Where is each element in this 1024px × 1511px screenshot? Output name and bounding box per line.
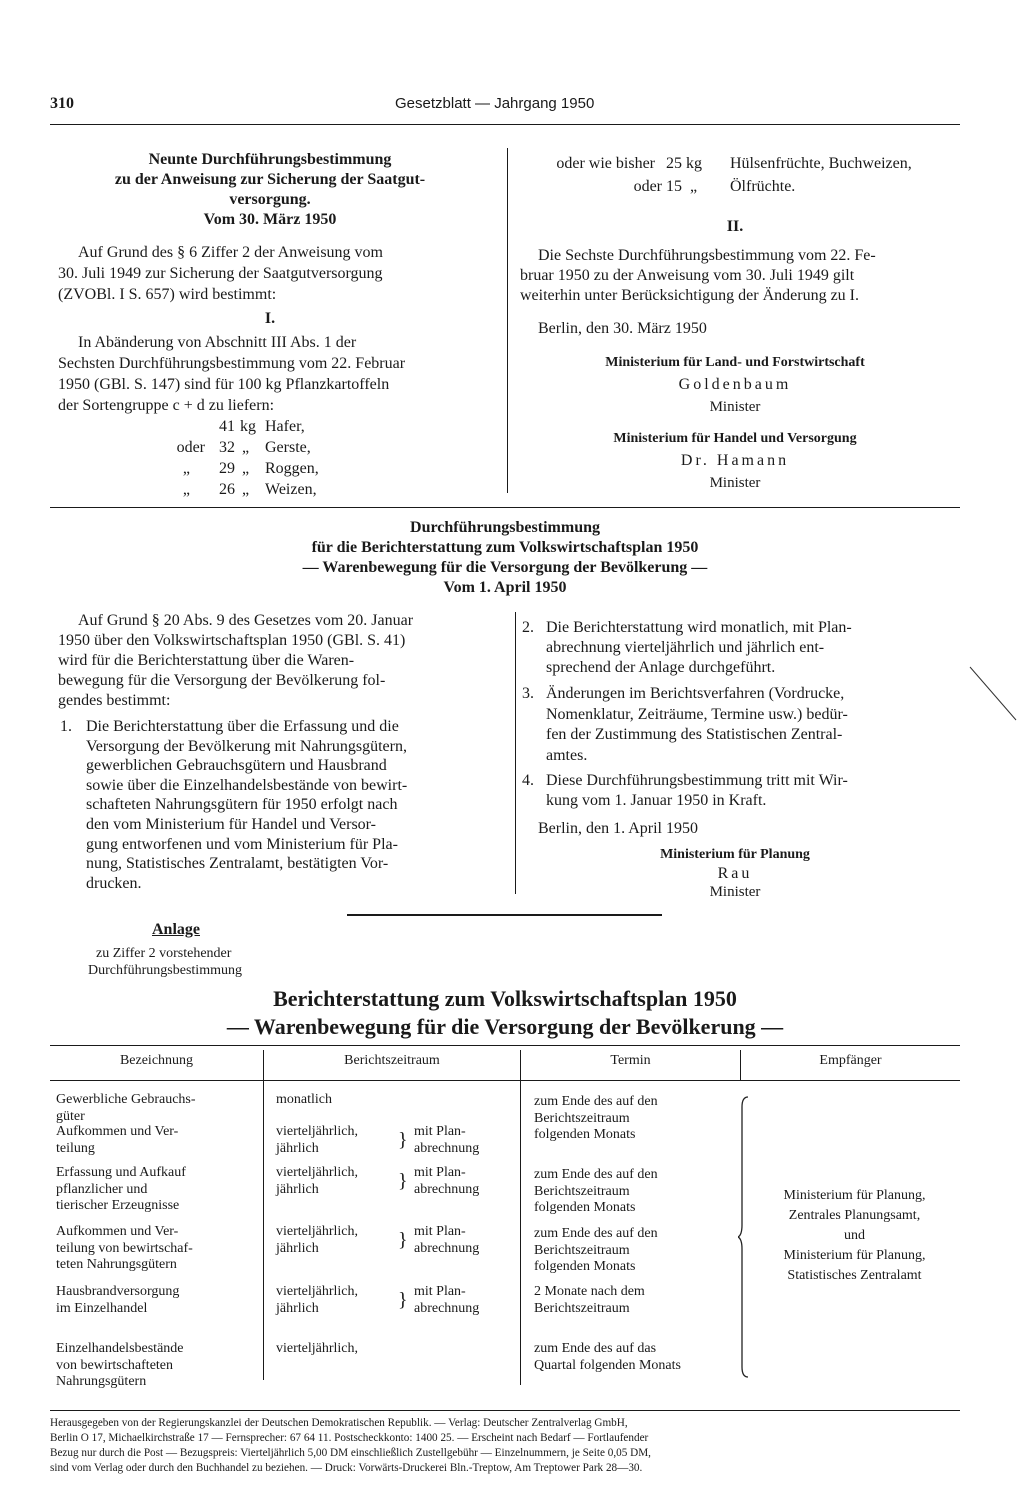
doc1-intro-line: 30. Juli 1949 zur Sicherung der Saatgutversorgung: [58, 265, 383, 282]
table-cell-line: folgenden Monats: [534, 1259, 636, 1274]
header-rule: [50, 124, 960, 125]
table-cell-line: von bewirtschafteten: [56, 1357, 174, 1373]
paragraph-line: kung vom 1. Januar 1950 in Kraft.: [546, 792, 767, 809]
anlage-ref-line: Durchführungsbestimmung: [88, 963, 242, 978]
recipient-line: Ministerium für Planung,: [783, 1188, 926, 1203]
doc2-ministry: Ministerium für Planung: [660, 847, 810, 862]
table-row-bracket-note: [398, 1224, 479, 1257]
table-cell-line: Gewerbliche Gebrauchs-: [56, 1092, 196, 1107]
doc2-paragraph-4: [522, 771, 962, 811]
paragraph-line: Die Berichterstattung wird monatlich, mit Plan-: [546, 619, 852, 636]
doc2-intro: [58, 611, 498, 711]
recipient-line: Zentrales Planungsamt,: [788, 1208, 921, 1223]
margin-stray-mark: [968, 665, 1022, 725]
table-header-cell: Bezeichnung: [119, 1053, 194, 1068]
item-qty: 25: [666, 155, 682, 172]
doc2-intro-line: Auf Grund § 20 Abs. 9 des Gesetzes vom 20. Januar: [78, 612, 414, 629]
doc1-signatures: [515, 352, 955, 494]
table-cell-line: jährlich: [276, 1240, 319, 1256]
table-cell-line: Aufkommen und Ver-: [56, 1124, 179, 1139]
table-cell-line: tierischer Erzeugnisse: [56, 1198, 180, 1213]
anlage-title: [50, 985, 960, 1041]
bracket-line: abrechnung: [414, 1140, 480, 1156]
item-qty: 41: [219, 418, 235, 435]
doc2-paragraph-1: [60, 717, 500, 893]
doc1-section-1-text: [58, 332, 498, 416]
bracket-line: abrechnung: [414, 1300, 480, 1316]
table-header-cell: Termin: [610, 1053, 651, 1068]
table-row-period: [276, 1092, 332, 1109]
table-cell-line: Erfassung und Aufkauf: [56, 1165, 186, 1180]
table-row-period: [276, 1224, 358, 1257]
table-cell-line: vierteljährlich,: [276, 1124, 359, 1139]
doc1-ministry-1: Ministerium für Land- und Forstwirtschaft: [605, 355, 865, 370]
paragraph-line: schafteten Nahrungsgütern für 1950 erfolgt nach: [86, 796, 398, 814]
doc1-section-2-line: weiterhin unter Berücksichtigung der Änderung zu I.: [520, 287, 860, 304]
doc1-section-2-line: bruar 1950 zu der Anweisung vom 30. Juli 1949 gilt: [520, 267, 855, 284]
table-row-bracket-note: [398, 1124, 479, 1157]
doc2-intro-line: bewegung für die Versorgung der Bevölkerung fol-: [58, 672, 386, 689]
table-row-term: [534, 1284, 645, 1317]
doc1-section-2: II.: [726, 218, 744, 235]
table-cell-line: monatlich: [276, 1092, 332, 1107]
doc2-date: Vom 1. April 1950: [443, 579, 567, 596]
paragraph-line: Die Berichterstattung über die Erfassung und die: [86, 718, 399, 735]
table-cell-line: teten Nahrungsgütern: [56, 1257, 177, 1272]
doc1-title-line: Neunte Durchführungsbestimmung: [148, 151, 392, 168]
paragraph-line: sowie über die Einzelhandelsbestände von bewirt-: [86, 776, 408, 794]
bracket-line: abrechnung: [414, 1240, 480, 1256]
doc1-section-1-line: 1950 (GBl. S. 147) sind für 100 kg Pflanzkartoffeln: [58, 376, 390, 393]
item-prefix: „: [182, 460, 190, 477]
item-unit: „: [690, 178, 698, 195]
recipient-line: Ministerium für Planung,: [783, 1248, 926, 1263]
table-row-term: [534, 1226, 658, 1276]
table-row-period: [276, 1165, 358, 1198]
item-unit: kg: [240, 418, 256, 435]
item-name: Hülsenfrüchte, Buchweizen,: [730, 155, 912, 172]
table-row-term: [534, 1167, 658, 1217]
item-unit: „: [242, 481, 250, 498]
item-prefix: oder: [176, 439, 205, 456]
item-name: Hafer,: [265, 418, 305, 435]
paragraph-number: 1.: [60, 718, 72, 735]
doc2-title-line: für die Berichterstattung zum Volkswirtschaftsplan 1950: [311, 539, 699, 556]
bracket-line: mit Plan-: [414, 1165, 466, 1180]
bracket-line: mit Plan-: [414, 1224, 466, 1239]
doc1-item-cont: [525, 152, 965, 175]
doc1-role-2: Minister: [709, 475, 761, 491]
paragraph-number: 4.: [522, 772, 534, 789]
table-cell-line: im Einzelhandel: [56, 1300, 148, 1316]
page-number: 310: [50, 95, 74, 112]
anlage-title-line: — Warenbewegung für die Versorgung der Bevölkerung —: [226, 1014, 784, 1039]
bracket-line: abrechnung: [414, 1181, 480, 1197]
table-cell-line: Quartal folgenden Monats: [534, 1357, 681, 1373]
table-cell-line: zum Ende des auf das: [534, 1341, 657, 1356]
curly-brace-icon: }: [398, 1229, 408, 1251]
paragraph-number: 2.: [522, 619, 534, 636]
doc2-intro-line: wird für die Berichterstattung über die Waren-: [58, 652, 355, 669]
doc1-title: [50, 150, 490, 230]
table-cell-line: jährlich: [276, 1140, 319, 1156]
table-row-term: [534, 1094, 658, 1144]
doc1-title-line: versorgung.: [229, 191, 311, 208]
doc2-signer: Rau: [717, 865, 753, 882]
table-cell-line: vierteljährlich,: [276, 1224, 359, 1239]
imprint-footer: [50, 1416, 962, 1476]
doc1-section-1: I.: [264, 310, 276, 327]
recipient-line: und: [844, 1228, 865, 1243]
table-cell-line: folgenden Monats: [534, 1127, 636, 1142]
table-cell-line: jährlich: [276, 1300, 319, 1316]
table-row-name: [56, 1124, 178, 1157]
anlage-reference: [88, 945, 242, 979]
anlage-title-line: Berichterstattung zum Volkswirtschaftsplan 1950: [273, 986, 737, 1011]
table-col-divider: [263, 1050, 264, 1380]
table-cell-line: folgenden Monats: [534, 1200, 636, 1215]
table-cell-line: teilung von bewirtschaf-: [56, 1240, 193, 1256]
item-qty: 32: [219, 439, 235, 456]
item-name: Ölfrüchte.: [730, 178, 796, 195]
paragraph-line: gung entworfenen und vom Ministerium für Pla-: [86, 835, 398, 853]
table-col-divider: [520, 1050, 521, 1385]
table-cell-line: Hausbrandversorgung: [56, 1284, 180, 1299]
table-row-period: [276, 1124, 358, 1157]
doc2-title-line: — Warenbewegung für die Versorgung der Bevölkerung —: [302, 559, 708, 576]
table-cell-line: jährlich: [276, 1181, 319, 1197]
table-row-bracket-note: [398, 1284, 479, 1317]
doc1-role-1: Minister: [709, 399, 761, 415]
item-unit: „: [242, 460, 250, 477]
footer-rule: [50, 1410, 960, 1411]
item-prefix: oder: [633, 178, 662, 195]
paragraph-line: den vom Ministerium für Handel und Versor-: [86, 815, 376, 833]
doc1-intro-line: Auf Grund des § 6 Ziffer 2 der Anweisung vom: [78, 244, 383, 261]
table-cell-line: Nahrungsgütern: [56, 1374, 147, 1389]
doc1-section-1-line: In Abänderung von Abschnitt III Abs. 1 der: [78, 334, 357, 351]
running-header-title: Gesetzblatt — Jahrgang 1950: [395, 95, 595, 112]
doc2-title-line: Durchführungsbestimmung: [410, 519, 600, 536]
doc-separator-rule: [50, 507, 960, 508]
imprint-line: Berlin O 17, Michaelkirchstraße 17 — Fernsprecher: 67 64 11. Postscheckkonto: 1400 25. — Erscheint nach Bedarf — Fortlaufender: [50, 1432, 649, 1444]
table-row-term: [534, 1341, 681, 1374]
doc1-signer-1: Goldenbaum: [678, 376, 792, 393]
paragraph-line: amtes.: [546, 746, 588, 764]
item-qty: 29: [219, 460, 235, 477]
doc2-paragraph-3: [522, 684, 962, 766]
recipient-line: Statistisches Zentralamt: [787, 1268, 922, 1283]
table-cell-line: vierteljährlich,: [276, 1341, 359, 1356]
doc2-paragraph-2: [522, 618, 962, 678]
table-header-rule: [50, 1080, 960, 1081]
doc1-place-date: Berlin, den 30. März 1950: [538, 320, 707, 337]
doc1-title-line: zu der Anweisung zur Sicherung der Saatgut-: [114, 171, 426, 188]
doc1-intro: [58, 242, 498, 305]
table-cell-line: 2 Monate nach dem: [534, 1284, 645, 1299]
item-qty: 15: [666, 178, 682, 195]
anlage-label: Anlage: [152, 921, 200, 938]
bracket-line: mit Plan-: [414, 1284, 466, 1299]
table-top-rule: [50, 1045, 960, 1046]
paragraph-line: Diese Durchführungsbestimmung tritt mit Wir-: [546, 772, 848, 789]
doc2-title: [50, 518, 960, 598]
table-row-name: [56, 1165, 186, 1215]
item-name: Gerste,: [265, 439, 311, 456]
table-row-period: [276, 1341, 358, 1358]
doc1-items-cont: [525, 152, 965, 198]
paragraph-line: fen der Zustimmung des Statistischen Zentral-: [546, 726, 843, 743]
doc2-intro-line: 1950 über den Volkswirtschaftsplan 1950 (GBl. S. 41): [58, 632, 406, 649]
doc1-section-2-text: [520, 246, 960, 306]
bracket-line: mit Plan-: [414, 1124, 466, 1139]
item-unit: kg: [686, 155, 702, 172]
curly-brace-icon: }: [398, 1289, 408, 1311]
table-header-cell: Empfänger: [819, 1053, 882, 1068]
recipient-text: [752, 1186, 957, 1286]
doc1-section-2-line: Die Sechste Durchführungsbestimmung vom 22. Fe-: [538, 247, 876, 264]
table-row-name: [56, 1224, 193, 1274]
doc2-signature: [515, 845, 955, 902]
paragraph-line: abrechnung vierteljährlich und jährlich ent-: [546, 639, 825, 656]
paragraph-line: nung, Statistisches Zentralamt, bestätigten Vor-: [86, 855, 389, 873]
doc1-date: Vom 30. März 1950: [203, 211, 337, 228]
item-name: Roggen,: [265, 460, 319, 477]
item-qty: 26: [219, 481, 235, 498]
table-cell-line: vierteljährlich,: [276, 1165, 359, 1180]
imprint-line: Herausgegeben von der Regierungskanzlei der Deutschen Demokratischen Republik. — Verlag: Deutscher Zentralverlag GmbH,: [50, 1417, 628, 1429]
table-cell-line: pflanzlicher und: [56, 1181, 148, 1197]
paragraph-number: 3.: [522, 685, 534, 702]
table-row-name: [56, 1284, 179, 1317]
anlage-ref-line: zu Ziffer 2 vorstehender: [96, 946, 232, 961]
table-cell-line: Aufkommen und Ver-: [56, 1224, 179, 1239]
item-prefix: „: [182, 481, 190, 498]
doc2-intro-line: gendes bestimmt:: [58, 692, 171, 709]
anlage-separator-rule: [347, 914, 662, 916]
doc1-column-divider: [507, 148, 508, 493]
doc1-item-cont: [525, 175, 965, 198]
table-cell-line: zum Ende des auf den: [534, 1094, 658, 1109]
item-unit: „: [242, 439, 250, 456]
paragraph-line: sprechend der Anlage durchgeführt.: [546, 659, 776, 676]
table-cell-line: güter: [56, 1108, 85, 1124]
table-cell-line: vierteljährlich,: [276, 1284, 359, 1299]
curly-brace-icon: }: [398, 1170, 408, 1192]
paragraph-line: Versorgung der Bevölkerung mit Nahrungsgütern,: [86, 737, 407, 755]
table-cell-line: Berichtszeitraum: [534, 1183, 630, 1199]
table-cell-line: Einzelhandelsbestände: [56, 1341, 184, 1356]
table-row-name: [56, 1092, 196, 1125]
table-cell-line: Berichtszeitraum: [534, 1242, 630, 1258]
doc1-section-1-line: der Sortengruppe c + d zu liefern:: [58, 397, 275, 414]
table-header-cell: Berichtszeitraum: [344, 1053, 440, 1068]
imprint-line: sind vom Verlag oder durch den Buchhandel zu beziehen. — Druck: Vorwärts-Druckerei Bln.-Treptow, Am Treptower Park 28—30.: [50, 1462, 643, 1474]
paragraph-line: Änderungen im Berichtsverfahren (Vordrucke,: [546, 685, 845, 702]
paragraph-line: Nomenklatur, Zeiträume, Termine usw.) bedür-: [546, 705, 848, 723]
doc1-intro-line: (ZVOBl. I S. 657) wird bestimmt:: [58, 286, 277, 303]
table-row-period: [276, 1284, 358, 1317]
recipient-brace-icon: [738, 1095, 752, 1380]
table-row-bracket-note: [398, 1165, 479, 1198]
doc2-place-date: Berlin, den 1. April 1950: [538, 820, 698, 837]
doc1-signer-2: Dr. Hamann: [680, 452, 790, 469]
imprint-line: Bezug nur durch die Post — Bezugspreis: Vierteljährlich 5,00 DM einschließlich Zustellgebühr — Einzelnummern, je Seite 0,05 DM,: [50, 1447, 651, 1459]
item-name: Weizen,: [265, 481, 317, 498]
doc2-role: Minister: [709, 884, 761, 900]
table-cell-line: zum Ende des auf den: [534, 1167, 658, 1182]
paragraph-line: drucken.: [86, 874, 142, 892]
curly-brace-icon: }: [398, 1129, 408, 1151]
table-cell-line: Berichtszeitraum: [534, 1110, 630, 1126]
table-row-name: [56, 1341, 184, 1391]
table-cell-line: zum Ende des auf den: [534, 1226, 658, 1241]
item-prefix: oder wie bisher: [556, 155, 655, 172]
table-cell-line: Berichtszeitraum: [534, 1300, 630, 1316]
paragraph-line: gewerblichen Gebrauchsgütern und Hausbrand: [86, 757, 387, 775]
doc1-ministry-2: Ministerium für Handel und Versorgung: [613, 431, 857, 446]
table-cell-line: teilung: [56, 1140, 95, 1156]
doc1-section-1-line: Sechsten Durchführungsbestimmung vom 22. Februar: [58, 355, 406, 372]
